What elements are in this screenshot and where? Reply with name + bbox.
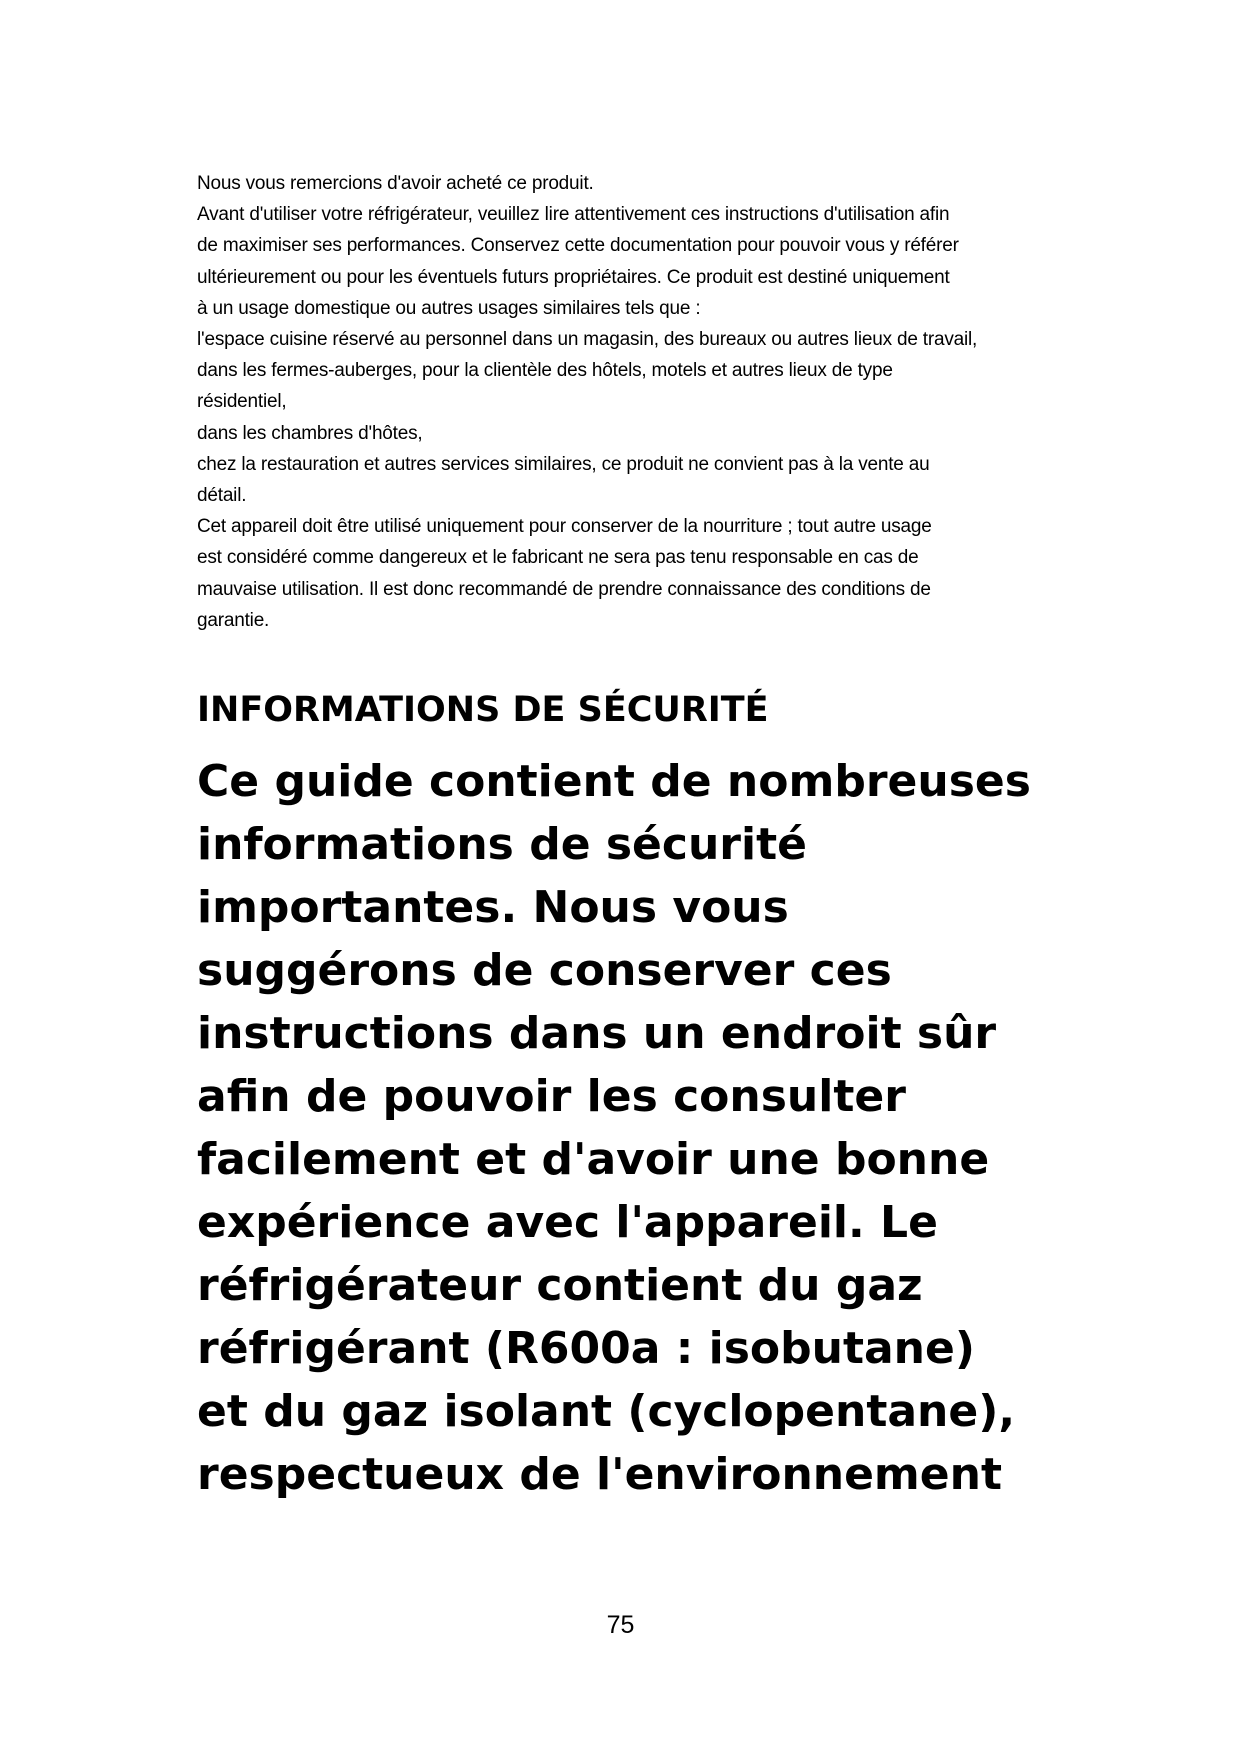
safety-intro-text xyxy=(197,750,1077,1506)
page-number: 75 xyxy=(606,1611,635,1639)
intro-line: ultérieurement ou pour les éventuels futurs propriétaires. Ce produit est destiné uniquement xyxy=(197,266,950,288)
intro-line: Avant d'utiliser votre réfrigérateur, veuillez lire attentivement ces instructions d'utilisation afin xyxy=(197,204,950,226)
intro-line: l'espace cuisine réservé au personnel dans un magasin, des bureaux ou autres lieux de travail, xyxy=(197,329,978,351)
intro-line: Nous vous remercions d'avoir acheté ce produit. xyxy=(197,173,594,194)
intro-line: garantie. xyxy=(197,609,270,631)
safety-line: expérience avec l'appareil. Le xyxy=(197,1197,938,1248)
safety-line: importantes. Nous vous xyxy=(197,882,789,933)
safety-line: informations de sécurité xyxy=(197,819,807,870)
intro-line: à un usage domestique ou autres usages similaires tels que : xyxy=(197,297,701,319)
intro-line: détail. xyxy=(197,485,247,507)
safety-line: respectueux de l'environnement xyxy=(197,1449,1002,1500)
safety-line: réfrigérant (R600a : isobutane) xyxy=(197,1323,975,1374)
safety-line: Ce guide contient de nombreuses xyxy=(197,756,1031,807)
section-heading: INFORMATIONS DE SÉCURITÉ xyxy=(197,690,769,730)
safety-line: suggérons de conserver ces xyxy=(197,945,892,996)
intro-paragraph xyxy=(197,168,1077,636)
safety-line: réfrigérateur contient du gaz xyxy=(197,1260,923,1311)
intro-line: est considéré comme dangereux et le fabricant ne sera pas tenu responsable en cas de xyxy=(197,547,919,569)
safety-line: facilement et d'avoir une bonne xyxy=(197,1134,990,1185)
safety-line: afin de pouvoir les consulter xyxy=(197,1071,906,1122)
intro-line: Cet appareil doit être utilisé uniquement pour conserver de la nourriture ; tout autre usage xyxy=(197,516,932,538)
intro-line: dans les chambres d'hôtes, xyxy=(197,422,423,444)
safety-line: instructions dans un endroit sûr xyxy=(197,1008,997,1059)
intro-line: de maximiser ses performances. Conservez cette documentation pour pouvoir vous y référer xyxy=(197,235,959,257)
intro-line: résidentiel, xyxy=(197,391,287,413)
intro-line: mauvaise utilisation. Il est donc recommandé de prendre connaissance des conditions de xyxy=(197,578,931,600)
intro-line: chez la restauration et autres services similaires, ce produit ne convient pas à la vente au xyxy=(197,453,930,475)
safety-line: et du gaz isolant (cyclopentane), xyxy=(197,1386,1016,1437)
intro-line: dans les fermes-auberges, pour la clientèle des hôtels, motels et autres lieux de type xyxy=(197,360,893,382)
